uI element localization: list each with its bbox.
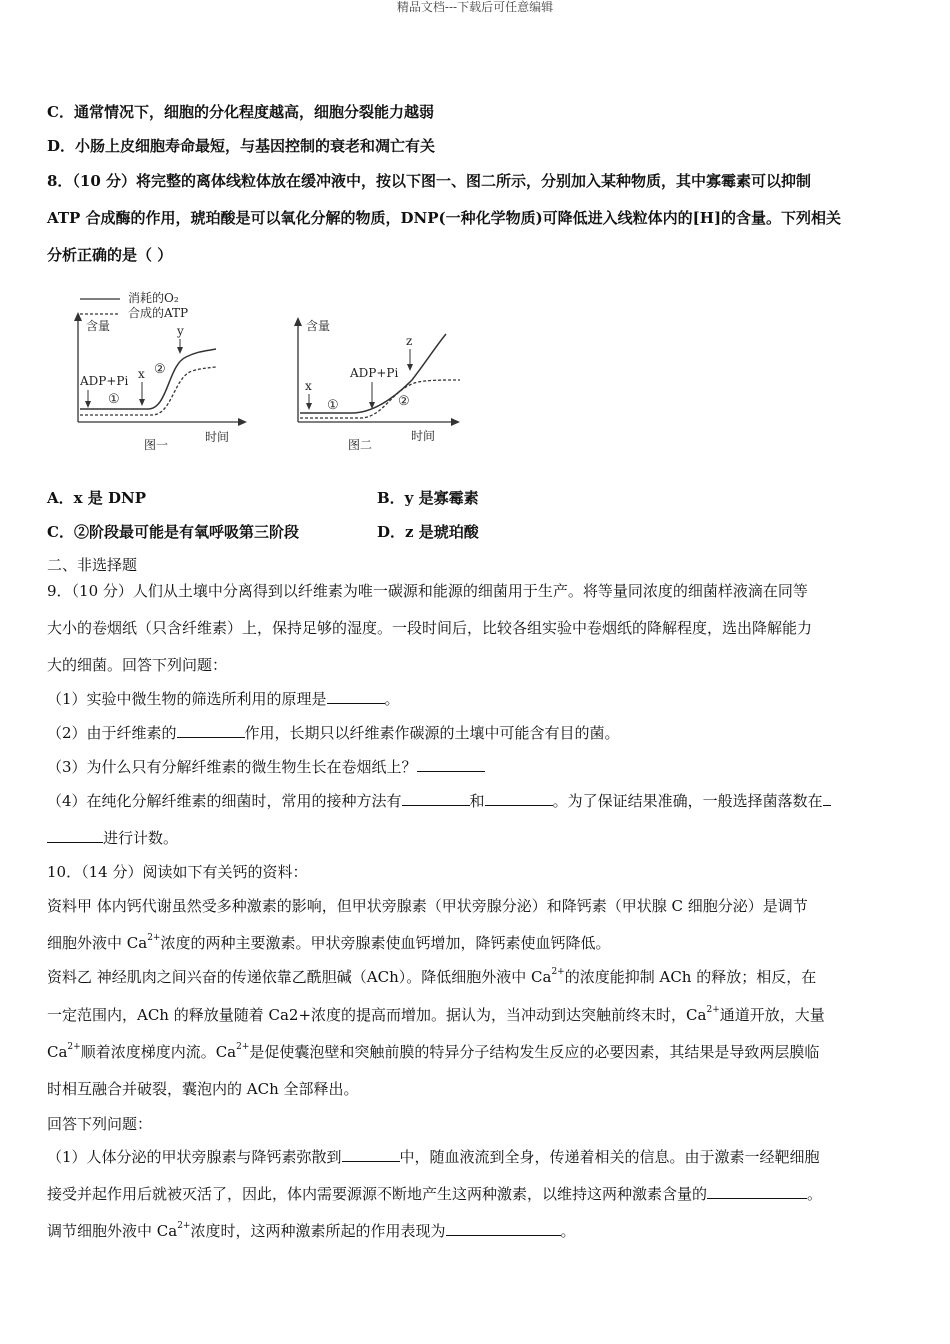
fig1-label-x: x xyxy=(138,367,145,381)
q9-sub4-text-c: 。为了保证结果准确，一般选择菌落数在 xyxy=(552,792,823,810)
answer-blank[interactable] xyxy=(823,791,831,806)
q10-yi-line3: $Ca^{2+}$顺着浓度梯度内流。$Ca^{2+}$是促使囊泡壁和突触前膜的特异分子结构发生反应的必要因素，其结果是导致两层膜临 xyxy=(47,1042,820,1061)
q10-jia-line2: 细胞外液中 $Ca^{2+}$浓度的两种主要激素。甲状旁腺素使血钙增加，降钙素使血钙降低。 xyxy=(47,933,611,952)
q9-sub3-text: （3）为什么只有分解纤维素的微生物生长在卷烟纸上？ xyxy=(47,758,417,776)
fig1-ylabel: 含量 xyxy=(86,319,111,333)
figure-2 xyxy=(288,310,468,459)
q8-option-a: A．x 是 DNP xyxy=(47,489,147,507)
q10-yi-line4: 时相互融合并破裂，囊泡内的 ACh 全部释出。 xyxy=(47,1080,359,1098)
fig1-label-y: y xyxy=(177,324,184,338)
figure-1 xyxy=(68,285,258,459)
answer-blank[interactable] xyxy=(485,791,553,806)
q9-sub4-cont xyxy=(47,828,910,848)
q9-stem-line3: 大的细菌。回答下列问题： xyxy=(47,656,228,674)
q10-sub1-line1: （1）人体分泌的甲状旁腺素与降钙素弥散到 中，随血液流到全身，传递着相关的信息。由于激素一经靶细胞 xyxy=(47,1148,820,1166)
q7-option-c: C．通常情况下，细胞的分化程度越高，细胞分裂能力越弱 xyxy=(47,103,434,121)
fig1-legend-dashed-label: 合成的ATP xyxy=(128,306,189,320)
section-2-title: 二、非选择题 xyxy=(47,556,138,574)
q9-sub2 xyxy=(47,723,910,743)
fig1-caption: 图一 xyxy=(144,438,169,452)
page-header: 精品文档---下载后可任意编辑 xyxy=(396,0,554,14)
fig1-legend-solid-label: 消耗的O₂ xyxy=(128,291,179,305)
fig1-phase2: ② xyxy=(154,362,166,377)
q10-answer-prompt: 回答下列问题： xyxy=(47,1115,153,1133)
answer-blank[interactable] xyxy=(327,689,385,704)
q8-option-c: C．②阶段最可能是有氧呼吸第三阶段 xyxy=(47,523,299,541)
q10-yi-line2: 一定范围内，ACh 的释放量随着 Ca2+浓度的提高而增加。据认为，当冲动到达突触前终末时，$Ca^{2+}$通道开放，大量 xyxy=(47,1005,825,1024)
answer-blank[interactable] xyxy=(707,1184,807,1199)
q9-stem-line2: 大小的卷烟纸（只含纤维素）上，保持足够的湿度。一段时间后，比较各组实验中卷烟纸的降解程度，选出降解能力 xyxy=(47,619,813,637)
answer-blank[interactable] xyxy=(417,757,485,772)
q8-option-b: B．y 是寡霉素 xyxy=(377,489,479,507)
q8-stem-line1: 8．（10 分）将完整的离体线粒体放在缓冲液中，按以下图一、图二所示，分别加入某种物质，其中寡霉素可以抑制 xyxy=(47,172,812,190)
fig1-xlabel: 时间 xyxy=(205,430,230,444)
answer-blank[interactable] xyxy=(342,1147,400,1162)
q9-sub4-text-d: 进行计数。 xyxy=(103,829,179,847)
answer-blank[interactable] xyxy=(47,828,103,843)
q10-sub1-line3: 调节细胞外液中 $Ca^{2+}$浓度时，这两种激素所起的作用表现为 。 xyxy=(47,1221,576,1240)
q8-stem-line2: ATP 合成酶的作用，琥珀酸是可以氧化分解的物质，DNP(一种化学物质)可降低进入线粒体内的[H]的含量。下列相关 xyxy=(47,209,842,227)
q7-option-d: D．小肠上皮细胞寿命最短，与基因控制的衰老和凋亡有关 xyxy=(47,137,436,155)
fig2-label-adp: ADP+Pi xyxy=(350,366,399,380)
answer-blank[interactable] xyxy=(177,723,245,738)
q9-sub3 xyxy=(47,757,910,777)
q9-sub1: （1）实验中微生物的筛选所利用的原理是 。 xyxy=(47,690,400,708)
fig2-label-x: x xyxy=(305,379,312,393)
fig2-caption: 图二 xyxy=(348,438,373,452)
fig1-phase1: ① xyxy=(108,392,120,407)
fig1-label-adp: ADP+Pi xyxy=(80,374,129,388)
q10-title: 10．（14 分）阅读如下有关钙的资料： xyxy=(47,863,308,881)
answer-blank[interactable] xyxy=(446,1221,561,1236)
q8-stem-line3: 分析正确的是（ ） xyxy=(47,246,173,264)
fig2-phase2: ② xyxy=(398,394,410,409)
q10-yi-line1: 资料乙 神经肌肉之间兴奋的传递依靠乙酰胆碱（ACh）。降低细胞外液中 $Ca^{2+}$的浓度能抑制 ACh 的释放；相反，在 xyxy=(47,967,817,986)
q9-stem-line1: 9．（10 分）人们从土壤中分离得到以纤维素为唯一碳源和能源的细菌用于生产。将等量同浓度的细菌样液滴在同等 xyxy=(47,582,808,600)
q9-sub2-text-a: （2）由于纤维素的 xyxy=(47,724,177,742)
q10-jia-line1: 资料甲 体内钙代谢虽然受多种激素的影响，但甲状旁腺素（甲状旁腺分泌）和降钙素（甲状腺 C 细胞分泌）是调节 xyxy=(47,897,808,915)
q9-sub1-text: （1）实验中微生物的筛选所利用的原理是 xyxy=(47,690,327,708)
q9-sub4-text-a: （4）在纯化分解纤维素的细菌时，常用的接种方法有 xyxy=(47,792,402,810)
fig2-label-z: z xyxy=(406,334,413,348)
fig2-phase1: ① xyxy=(327,398,339,413)
q10-sub1-line2: 接受并起作用后就被灭活了，因此，体内需要源源不断地产生这两种激素，以维持这两种激素含量的 。 xyxy=(47,1185,823,1203)
q8-option-d: D．z 是琥珀酸 xyxy=(377,523,479,541)
fig2-xlabel: 时间 xyxy=(411,429,436,443)
fig2-ylabel: 含量 xyxy=(306,319,331,333)
q9-sub2-text-b: 作用，长期只以纤维素作碳源的土壤中可能含有目的菌。 xyxy=(244,724,620,742)
q9-sub4: （4）在纯化分解纤维素的细菌时，常用的接种方法有 和 。为了保证结果准确，一般选择菌落数在 xyxy=(47,791,910,811)
answer-blank[interactable] xyxy=(402,791,470,806)
